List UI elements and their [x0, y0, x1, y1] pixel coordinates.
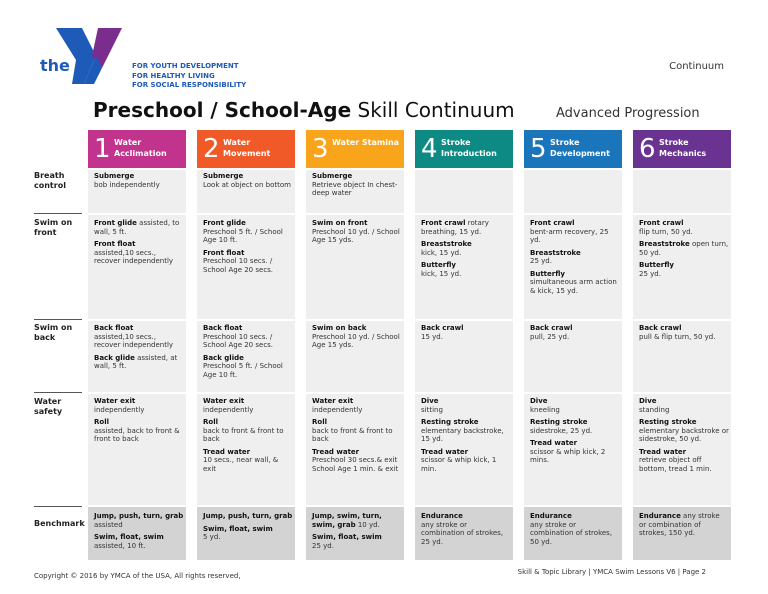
row-labels [34, 130, 86, 560]
skill-detail: bent-arm recovery, 25 yd. [530, 227, 609, 244]
stage-header [197, 130, 295, 168]
skill-item [639, 397, 729, 414]
skill-name: Tread water [639, 447, 687, 456]
skill-name: Back crawl [639, 324, 682, 332]
skill-cell [312, 397, 402, 477]
skill-item [312, 397, 402, 414]
skill-cell [203, 324, 293, 383]
skill-detail: 10 yd. [355, 520, 380, 529]
stage-name: Water Acclimation [114, 138, 167, 158]
cell-divider [415, 319, 513, 321]
cell-divider [524, 319, 622, 321]
skill-detail: scissor & whip kick, 2 mins. [530, 447, 606, 464]
skill-cell [94, 219, 184, 270]
stage-name: Water Movement [223, 138, 271, 158]
skill-detail: rotary breathing, 15 yd. [421, 219, 489, 236]
skill-name: Butterfly [421, 261, 456, 269]
tagline-line: FOR HEALTHY LIVING [132, 71, 215, 80]
row-divider [34, 213, 82, 214]
skill-item [421, 418, 511, 444]
skill-name: Water exit [94, 397, 136, 405]
skill-name: Front float [94, 240, 136, 248]
skill-name: Water exit [312, 397, 354, 405]
skill-item [94, 533, 184, 550]
skill-detail: independently [312, 405, 363, 414]
skill-cell [94, 512, 184, 554]
skill-item [639, 324, 729, 341]
skill-name: Endurance [421, 512, 463, 520]
skill-detail: back to front & front to back [203, 426, 284, 443]
skill-detail: pull & flip turn, 50 yd. [639, 332, 716, 341]
skill-item [530, 512, 620, 546]
skill-name: Roll [94, 418, 109, 426]
stage-column [415, 130, 513, 560]
skill-detail: flip turn, 50 yd. [639, 227, 693, 236]
skill-name: Swim on front [312, 219, 368, 227]
skill-cell [203, 172, 293, 193]
skill-item [530, 418, 620, 435]
stage-number: 3 [312, 134, 329, 164]
skill-cell [94, 172, 184, 193]
skill-detail: 5 yd. [203, 533, 221, 541]
skill-cell [530, 397, 620, 469]
skill-item [530, 397, 620, 414]
skill-item [530, 324, 620, 341]
skill-detail: Retrieve object In chest-deep water [312, 180, 398, 197]
cell-divider [88, 392, 186, 394]
cell-divider [633, 392, 731, 394]
skill-item [639, 512, 729, 538]
skill-name: Roll [203, 418, 218, 426]
stage-column [197, 130, 295, 560]
skill-name: Front crawl [530, 219, 575, 227]
skill-cell [530, 324, 620, 345]
skill-name: Breaststroke [639, 240, 690, 248]
skill-detail: 25 yd. [312, 541, 334, 550]
title-bold: Preschool / School-Age [93, 98, 352, 122]
skill-name: Submerge [203, 172, 244, 180]
skill-item [312, 219, 402, 245]
skill-detail: kick, 15 yd. [421, 248, 462, 257]
skill-name: Swim, float, swim [203, 524, 273, 533]
skill-item [421, 219, 511, 236]
skill-detail: kneeling [530, 405, 560, 414]
skill-name: Back crawl [421, 324, 464, 332]
skill-cell [421, 324, 511, 345]
skill-item [203, 172, 293, 189]
skill-detail: Preschool 5 ft. / School Age 10 ft. [203, 362, 283, 379]
skill-item [94, 219, 184, 236]
skill-name: Front glide [203, 219, 246, 227]
cell-divider [524, 213, 622, 215]
logo-tagline [132, 62, 246, 91]
skill-name: Submerge [312, 172, 353, 180]
skill-detail: elementary backstroke or sidestroke, 50 yd. [639, 426, 729, 443]
skill-detail: any stroke or combination of strokes, 25 yd. [421, 520, 504, 546]
skill-name: Resting stroke [421, 418, 479, 426]
skill-name: Tread water [203, 447, 251, 456]
skill-detail: simultaneous arm action & kick, 15 yd. [530, 278, 617, 295]
skill-detail: back to front & front to back [312, 426, 393, 443]
skill-name: Dive [639, 397, 657, 405]
skill-detail: standing [639, 405, 670, 414]
skill-detail: Preschool 30 secs.& exit School Age 1 min. & exit [312, 456, 399, 473]
stage-header [415, 130, 513, 168]
skill-item [639, 240, 729, 257]
stage-number: 2 [203, 134, 220, 164]
cell-divider [633, 213, 731, 215]
cell-divider [415, 213, 513, 215]
skill-name: Tread water [530, 439, 578, 447]
skill-name: Resting stroke [530, 418, 588, 426]
skill-detail: kick, 15 yd. [421, 269, 462, 278]
stage-number: 4 [421, 134, 438, 164]
title-rest: Skill Continuum [351, 98, 515, 122]
stage-name: Water Stamina [332, 138, 400, 147]
page-title [93, 98, 515, 122]
stage-number: 1 [94, 134, 111, 164]
skill-detail: assisted,10 secs., recover independently [94, 248, 174, 265]
stage-header [88, 130, 186, 168]
skill-item [421, 240, 511, 257]
skill-name: Back float [203, 324, 243, 332]
skill-detail: assisted,10 secs., recover independently [94, 332, 174, 349]
skill-detail: independently [94, 405, 145, 414]
row-label-safety: Water safety [34, 397, 63, 416]
skill-detail: open turn, 50 yd. [639, 240, 729, 257]
skill-name: Swim on back [312, 324, 367, 332]
skill-cell [421, 219, 511, 282]
cell-divider [197, 319, 295, 321]
skill-item [312, 512, 402, 529]
stage-number: 6 [639, 134, 656, 164]
skill-detail: sitting [421, 405, 443, 414]
skill-name: Jump, push, turn, grab [203, 512, 293, 520]
cell-divider [415, 392, 513, 394]
skill-item [94, 512, 184, 529]
stage-name: Stroke Mechanics [659, 138, 707, 158]
skill-item [639, 219, 729, 236]
continuum-label: Continuum [669, 61, 724, 72]
copyright: Copyright © 2016 by YMCA of the USA, All rights reserved, [34, 572, 241, 580]
skill-detail: assisted, to wall, 5 ft. [94, 219, 180, 236]
skill-detail: Preschool 10 yd. / School Age 15 yds. [312, 332, 400, 349]
skill-item [639, 418, 729, 444]
page-footer: Skill & Topic Library | YMCA Swim Lessons V6 | Page 2 [517, 568, 706, 576]
skill-name: Dive [421, 397, 439, 405]
row-label-back: Swim on back [34, 323, 73, 342]
skill-item [639, 448, 729, 474]
skill-item [203, 324, 293, 350]
skill-name: Back glide [203, 353, 244, 362]
skill-detail: retrieve object off bottom, tread 1 min. [639, 456, 712, 473]
skill-name: Front glide [94, 219, 137, 227]
skill-name: Front float [203, 248, 245, 257]
row-divider [34, 392, 82, 393]
skill-item [421, 261, 511, 278]
skill-item [94, 397, 184, 414]
stage-header [306, 130, 404, 168]
skill-item [203, 512, 293, 521]
skill-item [312, 418, 402, 444]
skill-detail: 15 yd. [421, 332, 443, 341]
skill-name: Endurance [530, 512, 572, 520]
skill-item [312, 448, 402, 474]
skill-cell [530, 219, 620, 299]
skill-item [421, 397, 511, 414]
skill-detail: any stroke or combination of strokes, 150 yd. [639, 512, 720, 537]
cell-divider [633, 319, 731, 321]
skill-item [94, 240, 184, 266]
skill-detail: Preschool 10 secs. / School Age 20 secs. [203, 332, 274, 349]
skill-cell [421, 512, 511, 550]
stage-column [633, 130, 731, 560]
skill-detail: assisted [94, 520, 123, 529]
skill-item [530, 249, 620, 266]
skill-item [530, 219, 620, 245]
skill-detail: assisted, at wall, 5 ft. [94, 353, 178, 370]
skill-cell [530, 512, 620, 550]
skill-item [203, 418, 293, 444]
row-label-benchmark: Benchmark [34, 519, 85, 528]
skill-item [94, 418, 184, 444]
skill-item [312, 324, 402, 350]
skill-cell [312, 219, 402, 249]
skill-detail: Preschool 10 secs. / School Age 20 secs. [203, 257, 274, 274]
skill-detail: pull, 25 yd. [530, 332, 570, 341]
skill-detail: elementary backstroke, 15 yd. [421, 426, 504, 443]
stage-name: Stroke Development [550, 138, 610, 158]
skill-item [203, 525, 293, 542]
stage-column [306, 130, 404, 560]
skill-cell [639, 397, 729, 477]
skill-cell [312, 512, 402, 554]
row-label-breath: Breath control [34, 171, 66, 190]
skill-name: Back float [94, 324, 134, 332]
skill-detail: bob independently [94, 180, 160, 189]
stage-column [524, 130, 622, 560]
skill-item [203, 249, 293, 275]
skill-name: Back crawl [530, 324, 573, 332]
skill-item [94, 354, 184, 371]
skill-name: Butterfly [530, 269, 565, 278]
skill-detail: Look at object on bottom [203, 180, 291, 189]
skill-name: Roll [312, 418, 327, 426]
skill-item [639, 261, 729, 278]
skill-name: Front crawl [639, 219, 684, 227]
stage-number: 5 [530, 134, 547, 164]
ymca-logo [36, 26, 266, 98]
skill-item [203, 354, 293, 380]
skill-name: Water exit [203, 397, 245, 405]
skill-cell [203, 219, 293, 278]
skill-name: Back glide [94, 353, 135, 362]
skill-item [203, 219, 293, 245]
skill-item [530, 439, 620, 465]
stage-column [88, 130, 186, 560]
skill-detail: sidestroke, 25 yd. [530, 426, 593, 435]
skill-name: Resting stroke [639, 418, 697, 426]
skill-item [421, 512, 511, 546]
stage-header [524, 130, 622, 168]
skill-detail: Preschool 10 yd. / School Age 15 yds. [312, 227, 400, 244]
cell-divider [306, 319, 404, 321]
skill-detail: 25 yd. [530, 257, 552, 265]
row-label-front: Swim on front [34, 218, 73, 237]
skill-detail: scissor & whip kick, 1 min. [421, 456, 497, 473]
cell-divider [88, 213, 186, 215]
skill-name: Breaststroke [421, 240, 472, 248]
cell-divider [306, 213, 404, 215]
stage-name: Stroke Introduction [441, 138, 497, 158]
stage-header [633, 130, 731, 168]
skill-item [203, 397, 293, 414]
skill-item [94, 172, 184, 189]
skill-item [312, 172, 402, 198]
skill-detail: assisted, back to front & front to back [94, 426, 180, 443]
skill-item [421, 448, 511, 474]
skill-name: Jump, push, turn, grab [94, 512, 184, 520]
skill-cell [203, 512, 293, 546]
skill-name: Jump, swim, turn, swim, grab [312, 512, 382, 529]
skill-name: Swim, float, swim [312, 533, 382, 541]
skill-item [421, 324, 511, 341]
skill-detail: 25 yd. [639, 269, 661, 278]
skill-name: Swim, float, swim [94, 533, 164, 541]
skill-cell [94, 397, 184, 448]
skill-name: Dive [530, 397, 548, 405]
cell-divider [306, 392, 404, 394]
skill-cell [421, 397, 511, 477]
skill-detail: 10 secs., near wall, & exit [203, 456, 279, 473]
tagline-line: FOR YOUTH DEVELOPMENT [132, 62, 239, 70]
skill-detail: any stroke or combination of strokes, 50 yd. [530, 520, 613, 546]
skill-name: Tread water [421, 447, 469, 456]
skill-item [94, 324, 184, 350]
cell-divider [524, 392, 622, 394]
skill-name: Butterfly [639, 261, 674, 269]
skill-cell [639, 219, 729, 282]
logo-the: the [40, 56, 70, 75]
skill-detail: Preschool 5 ft. / School Age 10 ft. [203, 227, 283, 244]
skill-item [203, 448, 293, 474]
skill-name: Breaststroke [530, 248, 581, 257]
skill-cell [312, 324, 402, 354]
skill-name: Tread water [312, 447, 360, 456]
cell-divider [197, 213, 295, 215]
skill-detail: independently [203, 405, 254, 414]
skill-name: Submerge [94, 172, 135, 180]
cell-divider [88, 319, 186, 321]
skill-cell [639, 324, 729, 345]
row-divider [34, 319, 82, 320]
skill-name: Endurance [639, 512, 681, 520]
skill-item [312, 533, 402, 550]
skill-item [530, 270, 620, 296]
tagline-line: FOR SOCIAL RESPONSIBILITY [132, 81, 247, 89]
skill-cell [639, 512, 729, 542]
page-subtitle: Advanced Progression [556, 106, 700, 121]
skill-cell [94, 324, 184, 375]
skill-grid [34, 130, 734, 560]
cell-divider [197, 392, 295, 394]
row-divider [34, 506, 82, 507]
skill-name: Front crawl [421, 219, 466, 227]
skill-cell [312, 172, 402, 202]
skill-cell [203, 397, 293, 477]
skill-detail: assisted, 10 ft. [94, 541, 146, 550]
